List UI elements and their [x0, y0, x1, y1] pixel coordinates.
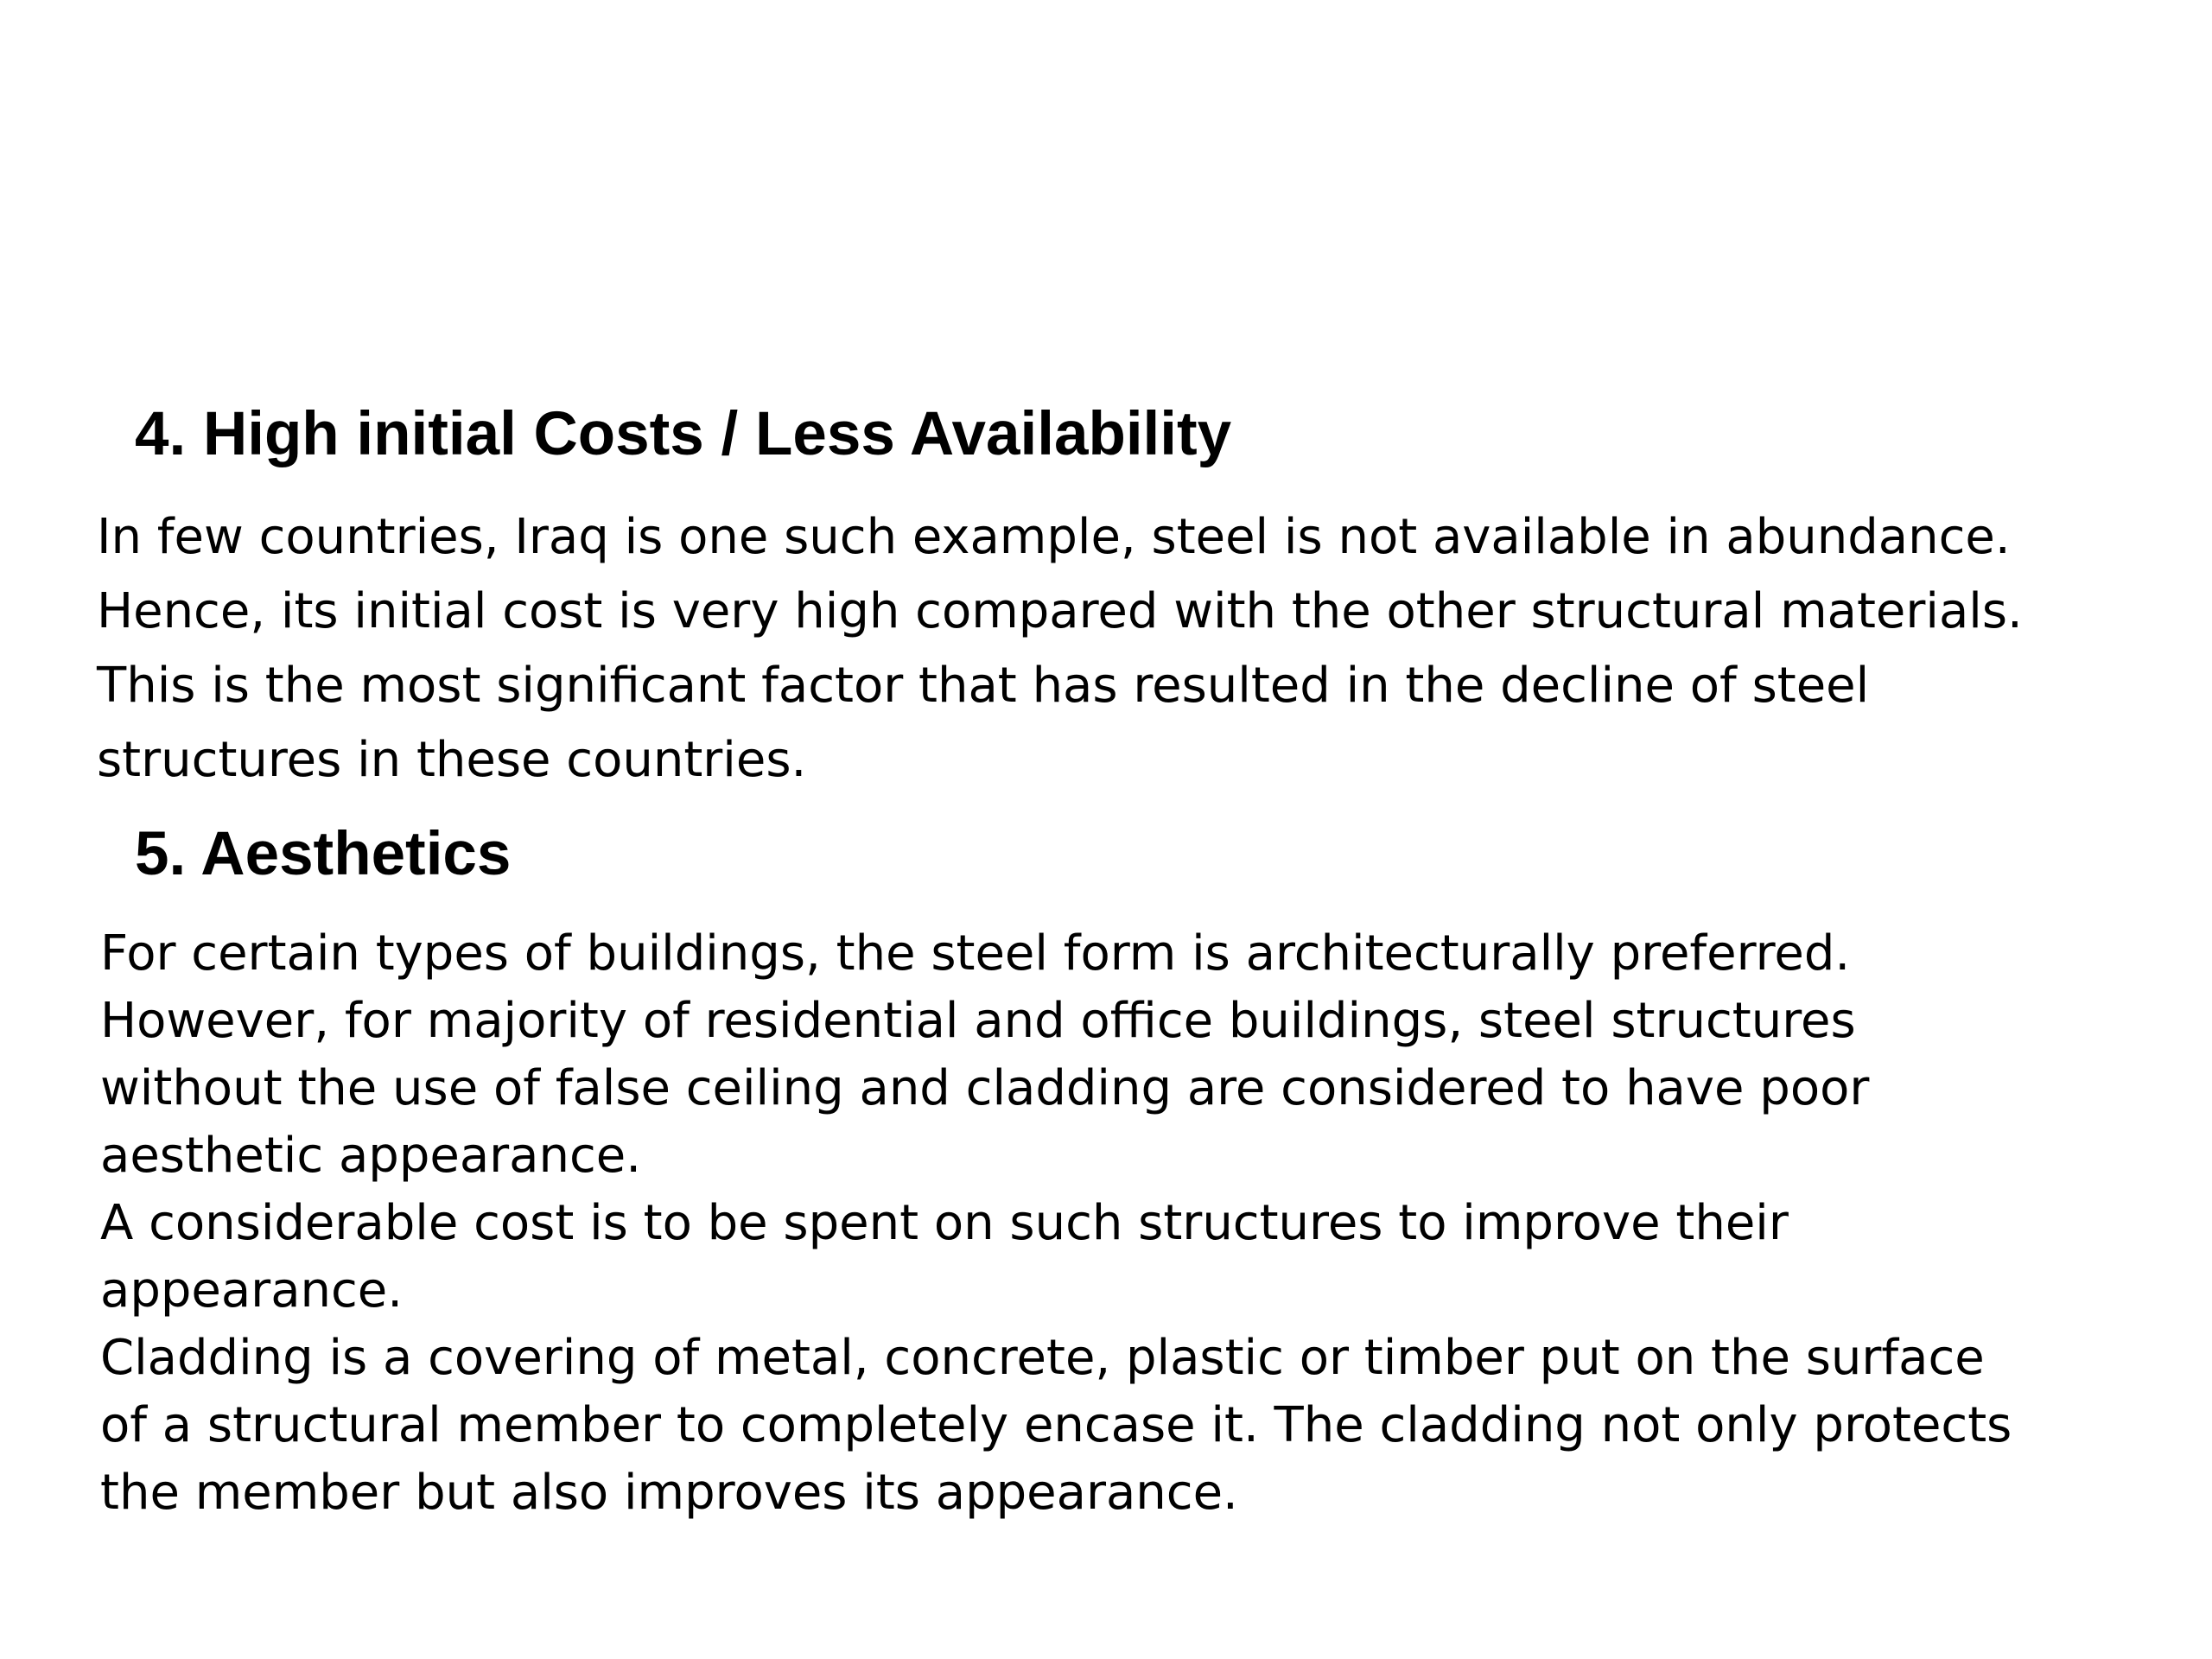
- body-line: Hence, its initial cost is very high compared with the other structural materials.: [97, 583, 2023, 639]
- body-line: For certain types of buildings, the steel form is architecturally preferred.: [100, 925, 1851, 982]
- section-heading-aesthetics: 5. Aesthetics: [135, 820, 512, 888]
- section-body-aesthetics: [100, 920, 2012, 1527]
- body-line: A considerable cost is to be spent on such structures to improve their: [100, 1195, 1789, 1251]
- body-line: In few countries, Iraq is one such example, steel is not available in abundance.: [97, 509, 2011, 565]
- body-line: This is the most significant factor that has resulted in the decline of steel: [97, 658, 1870, 714]
- body-line: Cladding is a covering of metal, concrete, plastic or timber put on the surface: [100, 1330, 1985, 1386]
- body-line: aesthetic appearance.: [100, 1128, 642, 1184]
- body-line: However, for majority of residential and office buildings, steel structures: [100, 993, 1856, 1049]
- body-line: without the use of false ceiling and cladding are considered to have poor: [100, 1060, 1870, 1116]
- body-line: of a structural member to completely encase it. The cladding not only protects: [100, 1397, 2012, 1453]
- body-line: structures in these countries.: [97, 732, 807, 788]
- section-heading-high-initial-costs: 4. High initial Costs / Less Availability: [135, 400, 1232, 468]
- section-body-high-initial-costs: [97, 500, 2023, 798]
- body-line: the member but also improves its appearance.: [100, 1465, 1238, 1521]
- body-line: appearance.: [100, 1262, 404, 1319]
